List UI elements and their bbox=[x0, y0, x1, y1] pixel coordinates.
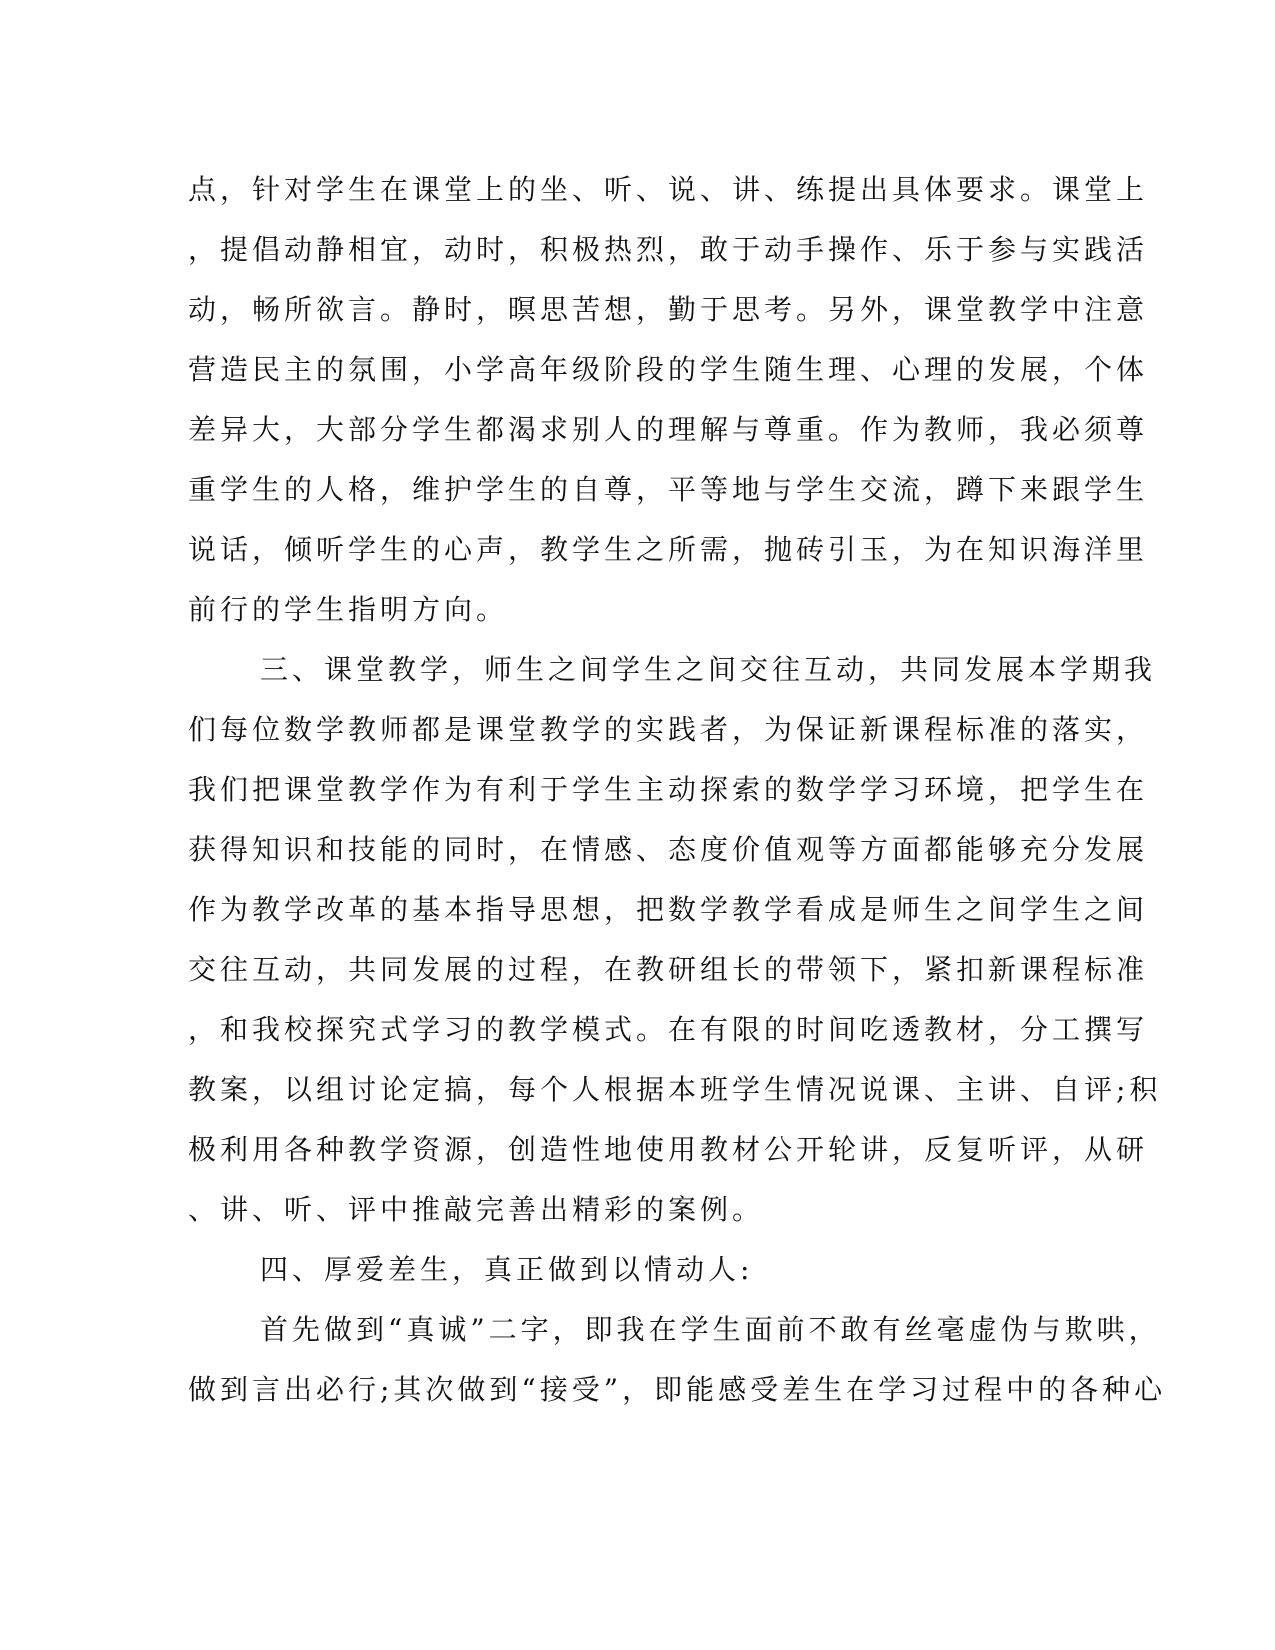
text-line: 重学生的人格，维护学生的自尊，平等地与学生交流，蹲下来跟学生 bbox=[188, 473, 1149, 506]
text-line: ，和我校探究式学习的教学模式。在有限的时间吃透教材，分工撰写 bbox=[188, 1013, 1149, 1046]
text-line: 、讲、听、评中推敲完善出精彩的案例。 bbox=[188, 1193, 765, 1226]
text-line: 前行的学生指明方向。 bbox=[188, 593, 509, 626]
text-line: 差异大，大部分学生都渴求别人的理解与尊重。作为教师，我必须尊 bbox=[188, 413, 1149, 446]
text-line: 我们把课堂教学作为有利于学生主动探索的数学学习环境，把学生在 bbox=[188, 773, 1149, 806]
document-body bbox=[188, 160, 1167, 1420]
text-line: 获得知识和技能的同时，在情感、态度价值观等方面都能够充分发展 bbox=[188, 833, 1149, 866]
text-line: 点，针对学生在课堂上的坐、听、说、讲、练提出具体要求。课堂上 bbox=[188, 173, 1149, 206]
text-line: 教案，以组讨论定搞，每个人根据本班学生情况说课、主讲、自评;积 bbox=[188, 1073, 1162, 1106]
paragraph-start-line: 首先做到“真诚”二字，即我在学生面前不敢有丝毫虚伪与欺哄， bbox=[260, 1313, 1161, 1346]
text-line: 作为教学改革的基本指导思想，把数学教学看成是师生之间学生之间 bbox=[188, 893, 1149, 926]
text-line: 做到言出必行;其次做到“接受”，即能感受差生在学习过程中的各种心 bbox=[188, 1373, 1167, 1406]
text-line: 动，畅所欲言。静时，暝思苦想，勤于思考。另外，课堂教学中注意 bbox=[188, 293, 1149, 326]
text-line: 们每位数学教师都是课堂教学的实践者，为保证新课程标准的落实， bbox=[188, 713, 1149, 746]
section-heading-3: 三、课堂教学，师生之间学生之间交往互动，共同发展本学期我 bbox=[260, 653, 1157, 686]
text-line: ，提倡动静相宜，动时，积极热烈，敢于动手操作、乐于参与实践活 bbox=[188, 233, 1149, 266]
section-heading-4: 四、厚爱差生，真正做到以情动人: bbox=[260, 1253, 754, 1286]
text-line: 说话，倾听学生的心声，教学生之所需，抛砖引玉，为在知识海洋里 bbox=[188, 533, 1149, 566]
text-line: 极利用各种教学资源，创造性地使用教材公开轮讲，反复听评，从研 bbox=[188, 1133, 1149, 1166]
text-line: 营造民主的氛围，小学高年级阶段的学生随生理、心理的发展，个体 bbox=[188, 353, 1149, 386]
text-line: 交往互动，共同发展的过程，在教研组长的带领下，紧扣新课程标准 bbox=[188, 953, 1149, 986]
